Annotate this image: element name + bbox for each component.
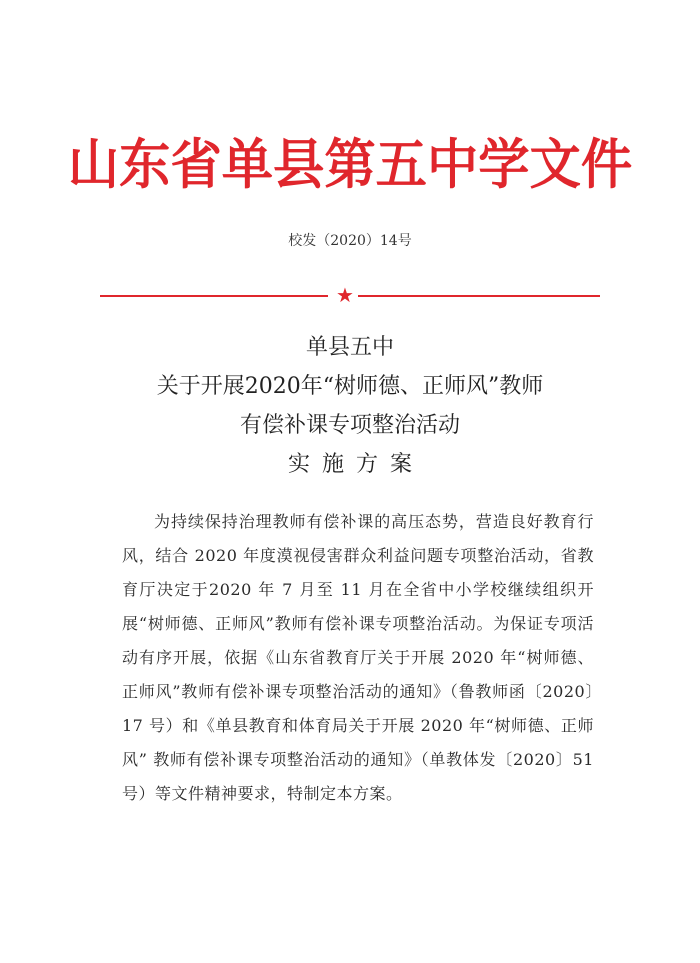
divider-line-left (100, 295, 328, 297)
star-icon: ★ (336, 283, 354, 307)
title-line-2: 关于开展2020年“树师德、正师风”教师 (156, 374, 544, 399)
document-masthead: 山东省单县第五中学文件 (67, 132, 633, 196)
divider-line-right (358, 295, 600, 297)
title-line-3: 有偿补课专项整治活动 (239, 413, 460, 438)
document-number: 校发（2020）14号 (288, 233, 412, 249)
document-title (0, 328, 700, 484)
body-paragraph: 为持续保持治理教师有偿补课的高压态势，营造良好教育行风，结合 2020 年度漠视侵害群众利益问题专项整治活动，省教育厅决定于2020 年 7 月至 11 月在全省中小学校继续组织开展“树师德、正师风”教师有偿补课专项整治活动。为保证专项活动有序开展，依据《山东省教育厅关于开展 2020 年“树师德、正师风”教师有偿补课专项整治活动的通知》（鲁教师函〔2020〕17 号）和《单县教育和体育局关于开展 2020 年“树师德、正师风” 教师有偿补课专项整治活动的通知》（单教体发〔2020〕51 号）等文件精神要求，特制定本方案。 (122, 512, 594, 803)
title-line-1: 单县五中 (305, 335, 394, 360)
red-divider (100, 283, 600, 307)
title-line-4: 实施方案 (287, 452, 424, 477)
